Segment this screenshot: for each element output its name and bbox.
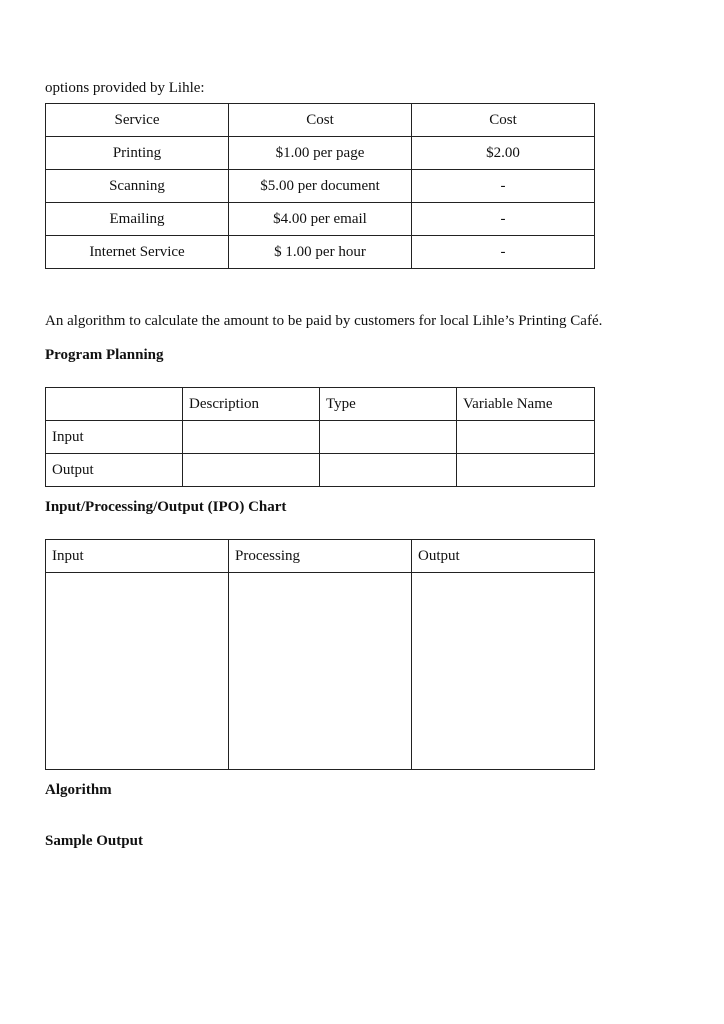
table-row [46, 236, 595, 269]
cost-cell-2: - [412, 203, 595, 236]
pricing-header-cost-2: Cost [412, 104, 595, 137]
variable-name-cell [457, 421, 595, 454]
ipo-processing-cell [229, 573, 412, 770]
ipo-input-cell [46, 573, 229, 770]
ipo-header-row [46, 540, 595, 573]
planning-header-row [46, 388, 595, 421]
table-row [46, 170, 595, 203]
description-cell [183, 454, 320, 487]
type-cell [320, 454, 457, 487]
algorithm-description: An algorithm to calculate the amount to be paid by customers for local Lihle’s Printing Café. [45, 313, 603, 329]
table-row [46, 137, 595, 170]
program-planning-table [45, 387, 595, 487]
service-cell: Scanning [46, 170, 229, 203]
pricing-table [45, 103, 595, 269]
table-row [46, 203, 595, 236]
cost-cell-2: $2.00 [412, 137, 595, 170]
type-cell [320, 421, 457, 454]
intro-text: options provided by Lihle: [45, 80, 205, 96]
table-row [46, 454, 595, 487]
cost-cell: $4.00 per email [229, 203, 412, 236]
ipo-header-output: Output [412, 540, 595, 573]
pricing-header-row [46, 104, 595, 137]
ipo-header-input: Input [46, 540, 229, 573]
cost-cell: $ 1.00 per hour [229, 236, 412, 269]
planning-row-label: Output [46, 454, 183, 487]
ipo-chart-heading: Input/Processing/Output (IPO) Chart [45, 499, 287, 515]
planning-header-blank [46, 388, 183, 421]
pricing-header-cost: Cost [229, 104, 412, 137]
variable-name-cell [457, 454, 595, 487]
planning-header-type: Type [320, 388, 457, 421]
cost-cell: $1.00 per page [229, 137, 412, 170]
ipo-header-processing: Processing [229, 540, 412, 573]
description-cell [183, 421, 320, 454]
cost-cell-2: - [412, 236, 595, 269]
service-cell: Internet Service [46, 236, 229, 269]
ipo-body-row [46, 573, 595, 770]
cost-cell: $5.00 per document [229, 170, 412, 203]
table-row [46, 421, 595, 454]
cost-cell-2: - [412, 170, 595, 203]
program-planning-heading: Program Planning [45, 347, 164, 363]
ipo-output-cell [412, 573, 595, 770]
pricing-header-service: Service [46, 104, 229, 137]
planning-header-variable-name: Variable Name [457, 388, 595, 421]
sample-output-heading: Sample Output [45, 833, 143, 849]
planning-header-description: Description [183, 388, 320, 421]
service-cell: Emailing [46, 203, 229, 236]
algorithm-heading: Algorithm [45, 782, 112, 798]
service-cell: Printing [46, 137, 229, 170]
ipo-chart-table [45, 539, 595, 770]
planning-row-label: Input [46, 421, 183, 454]
